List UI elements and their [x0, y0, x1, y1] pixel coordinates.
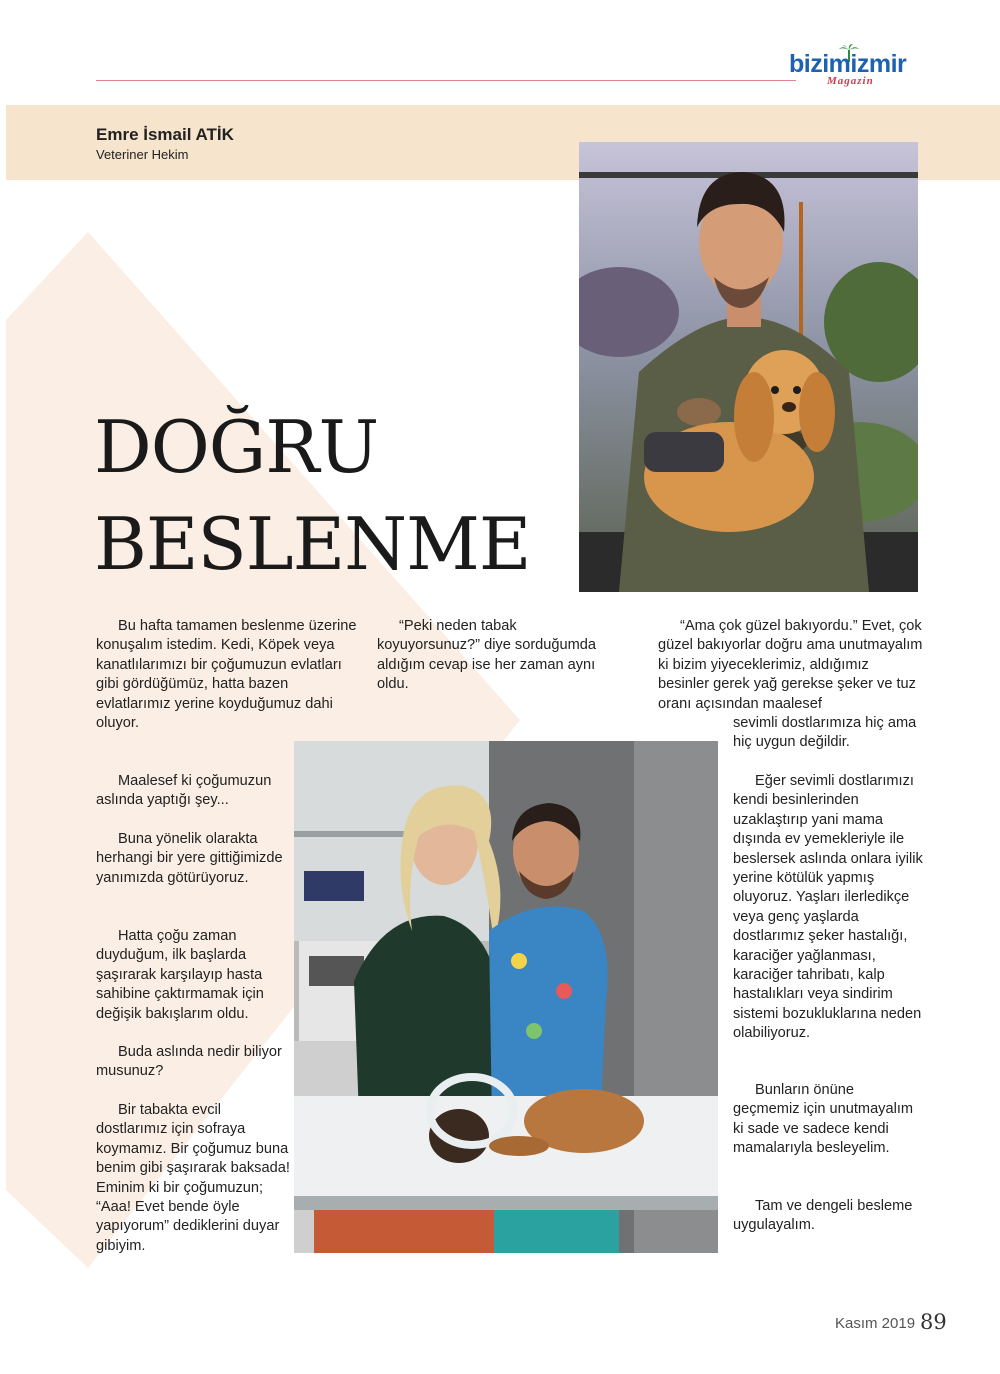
col3-paragraph-1a: “Ama çok güzel bakıyordu.” Evet, çok güzel bakıyorlar doğru ama unutmayalım ki bizim yiyeceklerimiz, aldığımız besinler gerek yağ gerekse şeker ve tuz oranı açısından maalesef — [658, 618, 923, 712]
article-title-line-1: DOĞRU — [94, 405, 379, 489]
footer-month: Kasım 2019 — [835, 1315, 916, 1332]
col1-paragraph-2: Maalesef ki çoğumuzun aslında yaptığı şey... — [96, 773, 272, 809]
bottom-photo — [294, 741, 718, 1253]
col1-paragraph-3: Buna yönelik olarakta herhangi bir yere gittiğimizde yanımızda götürüyoruz. — [96, 831, 283, 886]
header-rule — [96, 80, 796, 81]
col3-paragraph-1b: sevimli dostlarımıza hiç ama hiç uygun değildir. — [733, 715, 917, 751]
col1-paragraph-6: Bir tabakta evcil dostlarımız için sofraya koymamız. Bir çoğumuz buna benim gibi şaşırarak baksada! Eminim ki bir çoğumuzun; “Aaa! Evet bende öyle yapıyorum” dediklerini duyar gibiyim. — [96, 1102, 290, 1254]
logo-subtitle: Magazin — [827, 75, 874, 87]
logo-wordmark: bizimizmir — [789, 50, 907, 78]
top-photo — [579, 142, 918, 592]
col1-paragraph-1: Bu hafta tamamen beslenme üzerine konuşalım istedim. Kedi, Köpek veya kanatlılarımızı bir çoğumuzun evlatları gibi gördüğümüz, hatta bazen evlatlarımız yerine koyduğumuz dahi oluyor. — [96, 618, 357, 732]
magazine-logo — [789, 44, 924, 94]
article-title-line-2: BESLENME — [94, 502, 531, 586]
col3-paragraph-4: Tam ve dengeli besleme uygulayalım. — [733, 1198, 913, 1234]
col2-paragraph-1: “Peki neden tabak koyuyorsunuz?” diye sorduğumda aldığım cevap ise her zaman aynı oldu. — [377, 618, 597, 693]
page-number: 89 — [920, 1310, 947, 1334]
col3-paragraph-2: Eğer sevimli dostlarımızı kendi besinlerinden uzaklaştırıp yani mama dışında ev yemekleriyle ile beslersek aslında onlara iyilik yerine kötülük yapmış oluyoruz. Yaşları ilerledikçe veya genç yaşlarda dostlarımız şeker hastalığı, karaciğer yağlanması, karaciğer tahribatı, kalp hastalıkları veya sindirim sistemi bozukluklarına neden olabiliyoruz. — [733, 773, 923, 1042]
col1-paragraph-5: Buda aslında nedir biliyor musunuz? — [96, 1044, 282, 1080]
author-role: Veteriner Hekim — [96, 147, 189, 162]
col3-paragraph-3: Bunların önüne geçmemiz için unutmayalım ki sade ve sadece kendi mamalarıyla besleyelim. — [733, 1082, 914, 1157]
author-name: Emre İsmail ATİK — [96, 125, 234, 144]
col1-paragraph-4: Hatta çoğu zaman duyduğum, ilk başlarda şaşırarak karşılayıp hasta sahibine çaktırmamak için değişik bakışlarım oldu. — [96, 928, 264, 1022]
